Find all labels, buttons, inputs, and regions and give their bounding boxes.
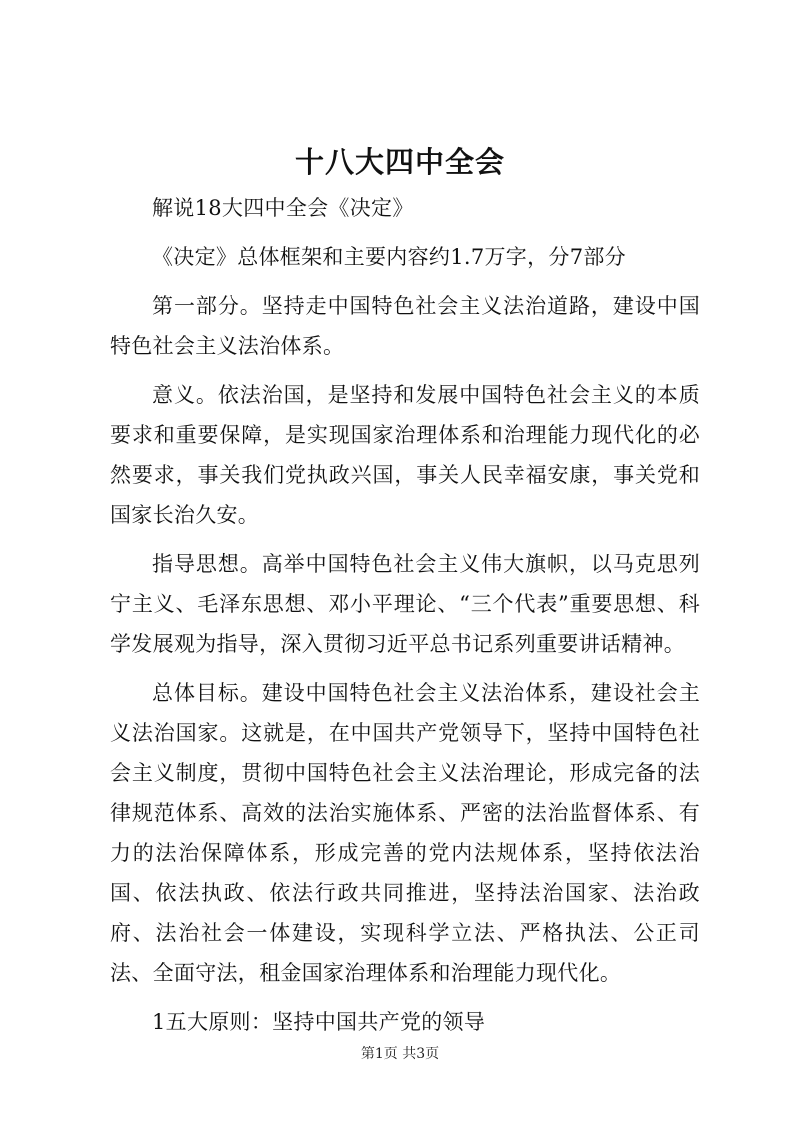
document-title: 十八大四中全会	[294, 145, 505, 179]
paragraph: 总体目标。建设中国特色社会主义法治体系，建设社会主义法治国家。这就是，在中国共产党领导下，坚持中国特色社会主义制度，贯彻中国特色社会主义法治理论，形成完备的法律规范体系、高效的法治实施体系、严密的法治监督体系、有力的法治保障体系，形成完善的党内法规体系，坚持依法治国、依法执政、依法行政共同推进，坚持法治国家、法治政府、法治社会一体建设，实现科学立法、严格执法、公正司法、全面守法，租金国家治理体系和治理能力现代化。	[110, 681, 700, 985]
paragraph: 1五大原则：坚持中国共产党的领导	[152, 1010, 486, 1034]
paragraph: 指导思想。高举中国特色社会主义伟大旗帜，以马克思列宁主义、毛泽东思想、邓小平理论、“三个代表”重要思想、科学发展观为指导，深入贯彻习近平总书记系列重要讲话精神。	[110, 552, 700, 656]
page-number-footer: 第1页 共3页	[360, 1046, 440, 1062]
paragraph: 意义。依法治国，是坚持和发展中国特色社会主义的本质要求和重要保障，是实现国家治理体系和治理能力现代化的必然要求，事关我们党执政兴国，事关人民幸福安康，事关党和国家长治久安。	[110, 383, 700, 527]
paragraph: 第一部分。坚持走中国特色社会主义法治道路，建设中国特色社会主义法治体系。	[110, 294, 700, 358]
paragraph: 解说18大四中全会《决定》	[152, 196, 414, 220]
paragraph: 《决定》总体框架和主要内容约1.7万字，分7部分	[152, 245, 626, 269]
document-body	[110, 188, 700, 1051]
